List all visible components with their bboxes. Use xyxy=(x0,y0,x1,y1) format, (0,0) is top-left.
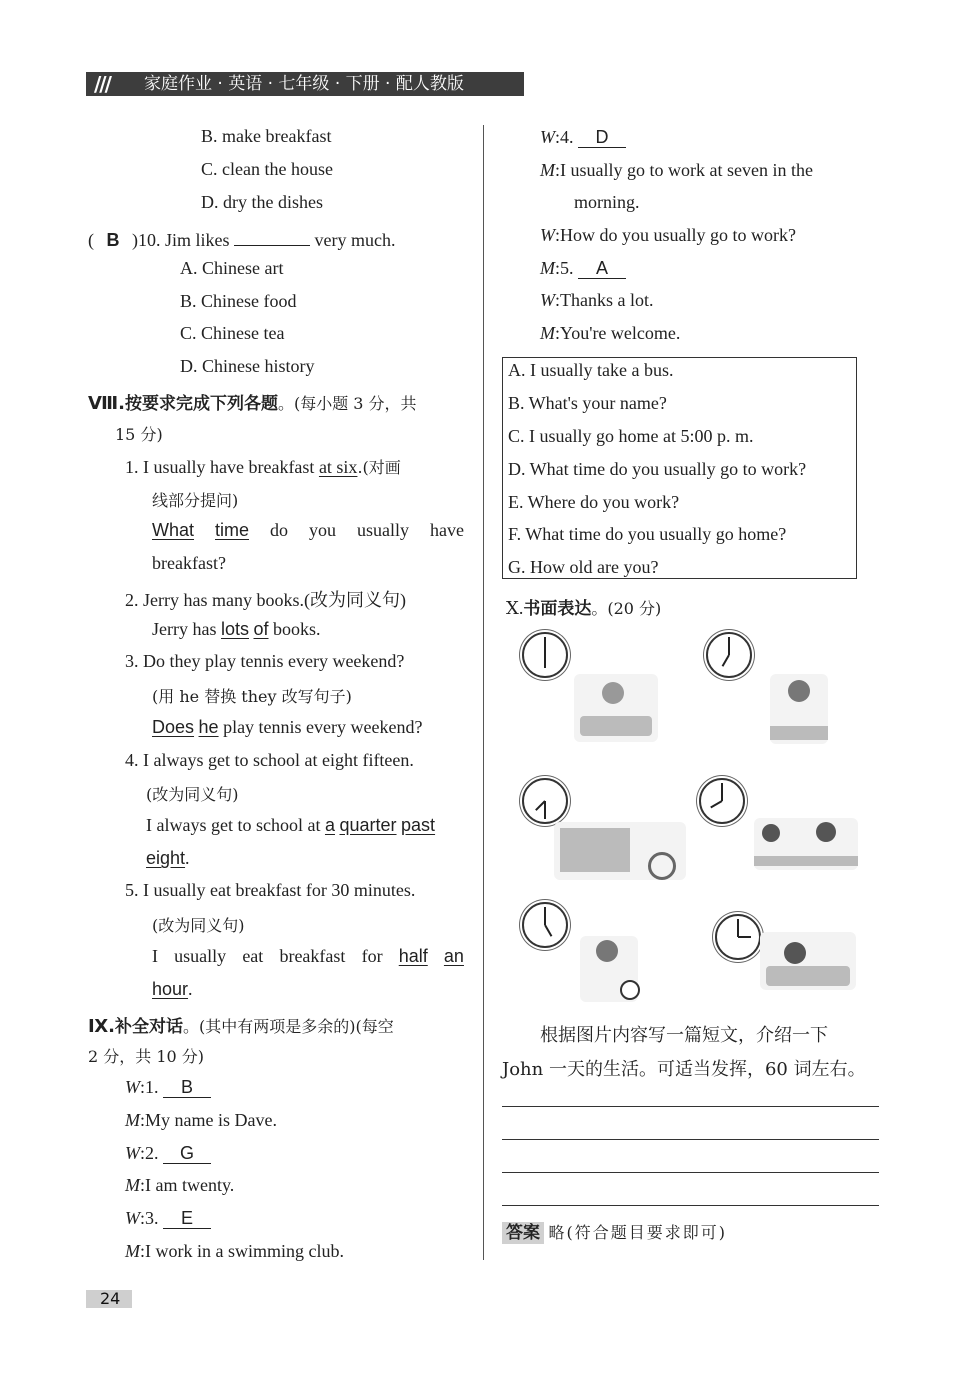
clock-icon xyxy=(522,902,568,948)
speaker: W xyxy=(540,225,555,245)
dialog-text: :5. xyxy=(555,258,574,278)
s8-q3: 3. Do they play tennis every weekend? xyxy=(125,651,405,671)
boy-in-class-image xyxy=(754,818,858,870)
dialog-text: :My name is Dave. xyxy=(140,1110,277,1130)
q10-stem: )10. Jim likes xyxy=(132,230,230,250)
s8-q5-answer-line-2 xyxy=(152,979,193,1000)
question-10 xyxy=(88,225,395,251)
q10-option-d: D. Chinese history xyxy=(180,356,315,376)
dialog-text: :I usually go to work at seven in the xyxy=(555,160,813,180)
dialog-text: :3. xyxy=(140,1208,159,1228)
dialog-line xyxy=(540,160,813,181)
speaker: M xyxy=(125,1110,140,1130)
s8-q4-answer xyxy=(146,815,435,836)
clock-icon xyxy=(706,632,752,678)
option-f: F. What time do you usually go home? xyxy=(508,524,787,544)
page-number: 24 xyxy=(100,1289,121,1308)
s8-q5-answer xyxy=(152,946,464,967)
dialog-text: :2. xyxy=(140,1143,159,1163)
option-e: E. Where do you work? xyxy=(508,492,680,512)
option-b: B. What's your name? xyxy=(508,393,667,413)
s8-q3-post: play tennis every weekend? xyxy=(218,717,423,737)
q9-option-c: C. clean the house xyxy=(201,159,333,179)
dialog-text: :1. xyxy=(140,1077,159,1097)
q10-blank xyxy=(234,225,310,246)
writing-line xyxy=(502,1106,879,1107)
answer-text: 略(符合题目要求即可) xyxy=(548,1223,727,1242)
s8-q5-post: . xyxy=(188,979,193,999)
s8-q2-answer-1: lots xyxy=(220,619,249,639)
section-10-heading xyxy=(506,594,661,619)
q10-option-a: A. Chinese art xyxy=(180,258,284,278)
s8-q2-pre: Jerry has xyxy=(152,619,221,639)
daily-routine-illustration xyxy=(508,622,873,1008)
s8-q5-word: for xyxy=(361,946,383,966)
speaker: W xyxy=(540,127,555,147)
q9-option-b: B. make breakfast xyxy=(201,126,332,146)
s8-q4-answer-line-2 xyxy=(146,848,190,869)
s8-q1-underlined: at six xyxy=(318,457,358,477)
section-9-note-2: 2 分，共 10 分) xyxy=(88,1047,205,1066)
s8-q4-pre: I always get to school at xyxy=(146,815,325,835)
dialog-line xyxy=(125,1208,211,1229)
option-c: C. I usually go home at 5:00 p. m. xyxy=(508,426,754,446)
dialog-text: :Thanks a lot. xyxy=(555,290,654,310)
dialog-line xyxy=(540,225,796,246)
option-d: D. What time do you usually go to work? xyxy=(508,459,807,479)
s8-q1-text: 1. I usually have breakfast xyxy=(125,457,319,477)
s8-q1-word: you xyxy=(308,520,336,540)
dialog-line xyxy=(540,258,626,279)
dialog-text: :I work in a swimming club. xyxy=(140,1241,344,1261)
s8-q2-answer xyxy=(152,619,321,640)
s8-q4-answer-3: past xyxy=(401,815,436,835)
column-divider xyxy=(483,125,484,1260)
writing-line xyxy=(502,1205,879,1206)
dialog-answer-1: B xyxy=(163,1077,211,1098)
boy-waking-up-image xyxy=(574,674,658,742)
q9-option-d: D. dry the dishes xyxy=(201,192,323,212)
section-9-number: Ⅸ. xyxy=(88,1016,116,1037)
dialog-line xyxy=(125,1241,344,1262)
section-10-title: 书面表达 xyxy=(523,599,592,619)
s8-q3-answer-2: he xyxy=(198,717,219,737)
s8-q1 xyxy=(125,455,401,478)
answer-note xyxy=(502,1218,727,1243)
s8-q5-answer-2: an xyxy=(443,946,464,966)
s8-q5-answer-1: half xyxy=(398,946,428,966)
s8-q1-word: do xyxy=(270,520,288,540)
speaker: M xyxy=(540,160,555,180)
writing-line xyxy=(502,1139,879,1140)
dialog-text: :I am twenty. xyxy=(140,1175,235,1195)
s8-q1-instruction: .(对画 xyxy=(357,458,401,477)
option-g: G. How old are you? xyxy=(508,557,659,577)
s8-q3-answer-1: Does xyxy=(152,717,195,737)
clock-icon xyxy=(522,632,568,678)
dialog-line xyxy=(540,127,626,148)
boy-playing-soccer-image xyxy=(580,936,638,1002)
s8-q3-answer xyxy=(152,717,422,738)
q10-open: ( xyxy=(88,230,94,250)
section-8-note-2: 15 分) xyxy=(115,425,163,444)
dialog-line xyxy=(540,290,653,311)
s8-q2-answer-2: of xyxy=(253,619,269,639)
s8-q4-answer-2: quarter xyxy=(339,815,397,835)
writing-prompt-line-1: 根据图片内容写一篇短文，介绍一下 xyxy=(540,1025,828,1046)
dialog-answer-4: D xyxy=(578,127,626,148)
s8-q5-word: breakfast xyxy=(279,946,346,966)
section-8-number: Ⅷ. xyxy=(88,393,125,414)
s8-q2-post: books. xyxy=(268,619,321,639)
speaker: W xyxy=(125,1077,140,1097)
section-9-note: 。(其中有两项是多余的)(每空 xyxy=(183,1017,394,1036)
writing-prompt-line-2: John 一天的生活。可适当发挥，60 词左右。 xyxy=(502,1059,866,1080)
dialog-line xyxy=(540,323,680,344)
option-a: A. I usually take a bus. xyxy=(508,360,674,380)
s8-q1-answer-line-2: breakfast? xyxy=(152,553,226,573)
dialog-answer-5: A xyxy=(578,258,626,279)
q10-answer: B xyxy=(106,230,120,250)
section-8-note: 。(每小题 3 分，共 xyxy=(277,394,417,413)
q10-option-c: C. Chinese tea xyxy=(180,323,285,343)
section-8-heading xyxy=(88,389,417,414)
section-10-note: 。(20 分) xyxy=(591,599,662,618)
s8-q4-answer-1: a xyxy=(324,815,335,835)
dialog-line xyxy=(125,1110,277,1131)
s8-q1-word: have xyxy=(429,520,464,540)
dialog-line-continued: morning. xyxy=(574,192,640,212)
q10-option-b: B. Chinese food xyxy=(180,291,297,311)
s8-q4-instruction: (改为同义句) xyxy=(146,785,239,804)
page-number-tab xyxy=(86,1290,132,1308)
dialog-answer-3: E xyxy=(163,1208,211,1229)
s8-q1-answer-line xyxy=(152,520,464,541)
section-8-title: 按要求完成下列各题 xyxy=(124,394,278,414)
speaker: M xyxy=(125,1175,140,1195)
dialog-options-box xyxy=(502,357,857,579)
speaker: W xyxy=(125,1208,140,1228)
s8-q1-instruction-2: 线部分提问) xyxy=(152,491,239,510)
dialog-line xyxy=(125,1175,234,1196)
clock-icon xyxy=(699,778,745,824)
s8-q5: 5. I usually eat breakfast for 30 minutes. xyxy=(125,880,416,900)
speaker: M xyxy=(540,258,555,278)
dialog-line xyxy=(125,1143,211,1164)
header-title: 家庭作业 · 英语 · 七年级 · 下册 · 配人教版 xyxy=(144,74,464,94)
s8-q2: 2. Jerry has many books.(改为同义句) xyxy=(125,590,406,610)
dialog-line xyxy=(125,1077,211,1098)
boy-cycling-to-school-image xyxy=(554,822,686,880)
s8-q1-answer-1: What xyxy=(152,520,195,540)
section-9-title: 补全对话 xyxy=(115,1017,184,1037)
dialog-text: :4. xyxy=(555,127,574,147)
s8-q5-instruction: (改为同义句) xyxy=(152,916,245,935)
s8-q4-answer-4: eight xyxy=(146,848,186,868)
boy-eating-breakfast-image xyxy=(770,674,828,744)
speaker: M xyxy=(540,323,555,343)
clock-icon xyxy=(522,778,568,824)
speaker: W xyxy=(540,290,555,310)
section-9-heading xyxy=(88,1012,394,1037)
dialog-text: :How do you usually go to work? xyxy=(555,225,796,245)
s8-q1-word: usually xyxy=(356,520,409,540)
s8-q4: 4. I always get to school at eight fifteen. xyxy=(125,750,414,770)
clock-icon xyxy=(715,914,761,960)
dialog-text: :You're welcome. xyxy=(555,323,681,343)
s8-q5-word: usually xyxy=(174,946,227,966)
s8-q4-post: . xyxy=(185,848,190,868)
s8-q5-word: I xyxy=(152,946,158,966)
speaker: W xyxy=(125,1143,140,1163)
s8-q5-word: eat xyxy=(242,946,264,966)
speaker: M xyxy=(125,1241,140,1261)
s8-q1-answer-2: time xyxy=(215,520,250,540)
section-10-number: Ⅹ. xyxy=(506,598,524,618)
writing-line xyxy=(502,1172,879,1173)
dialog-answer-2: G xyxy=(163,1143,211,1164)
s8-q3-instruction: (用 he 替换 they 改写句子) xyxy=(152,687,352,706)
q10-after: very much. xyxy=(314,230,396,250)
header-band xyxy=(86,72,524,96)
s8-q5-answer-3: hour xyxy=(152,979,189,999)
boy-sleeping-image xyxy=(760,932,856,990)
header-slashes: /// xyxy=(94,72,110,96)
answer-label: 答案 xyxy=(502,1222,544,1244)
